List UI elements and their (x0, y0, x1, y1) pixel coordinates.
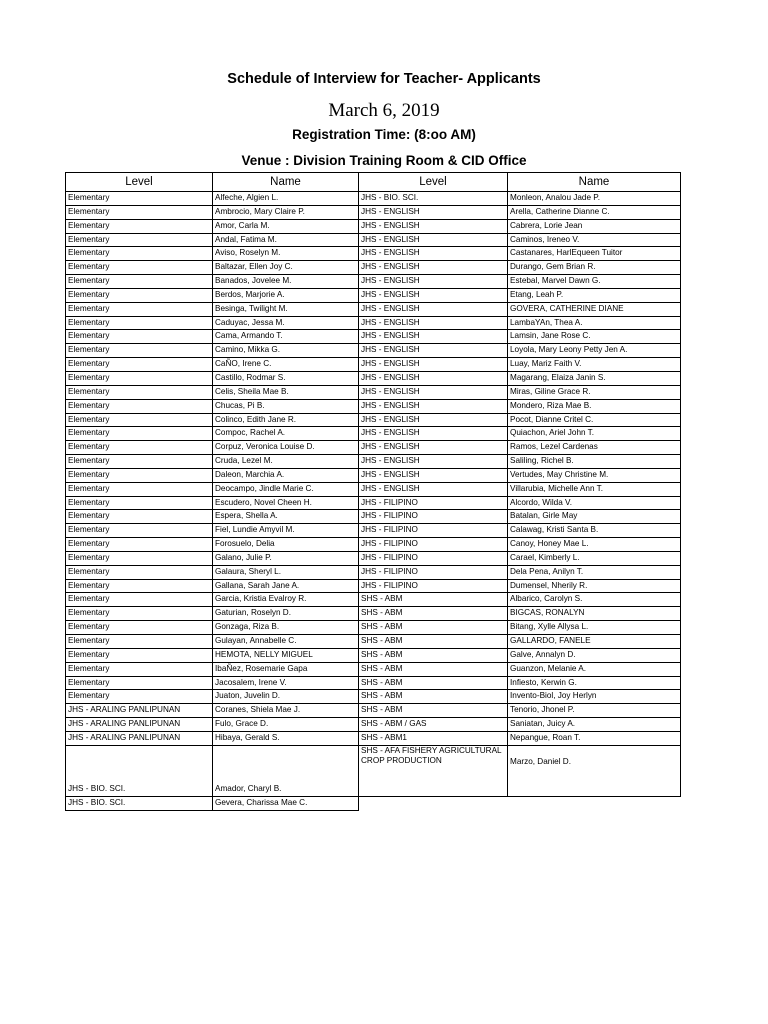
level-cell: Elementary (66, 233, 213, 247)
level-cell: JHS - ENGLISH (359, 427, 508, 441)
table-row (66, 330, 681, 344)
level-cell: JHS - FILIPINO (359, 524, 508, 538)
name-cell: Galaura, Sheryl L. (213, 565, 359, 579)
name-cell: Arella, Catherine Dianne C. (508, 205, 681, 219)
name-cell: Garcia, Kristia Evalroy R. (213, 593, 359, 607)
name-cell: Alcordo, Wilda V. (508, 496, 681, 510)
name-cell: Andal, Fatima M. (213, 233, 359, 247)
name-cell: Carael, Kimberly L. (508, 551, 681, 565)
name-cell: Fulo, Grace D. (213, 718, 359, 732)
level-cell: Elementary (66, 455, 213, 469)
level-cell: JHS - ENGLISH (359, 275, 508, 289)
name-cell: Amador, Charyl B. (213, 745, 359, 796)
name-cell: Monleon, Analou Jade P. (508, 192, 681, 206)
level-cell: Elementary (66, 441, 213, 455)
level-cell: JHS - ENGLISH (359, 455, 508, 469)
name-cell: Banados, Jovelee M. (213, 275, 359, 289)
table-row (66, 718, 681, 732)
table-row (66, 704, 681, 718)
name-cell: Berdos, Marjorie A. (213, 288, 359, 302)
name-cell: Amor, Carla M. (213, 219, 359, 233)
level-cell: Elementary (66, 565, 213, 579)
level-cell: JHS - ENGLISH (359, 441, 508, 455)
name-cell: Espera, Shella A. (213, 510, 359, 524)
name-cell: GOVERA, CATHERINE DIANE (508, 302, 681, 316)
name-cell: Compoc, Rachel A. (213, 427, 359, 441)
level-cell: JHS - FILIPINO (359, 565, 508, 579)
name-cell: Durango, Gem Brian R. (508, 261, 681, 275)
empty-cell (508, 796, 681, 810)
name-cell: Forosuelo, Delia (213, 538, 359, 552)
name-cell: Infiesto, Kerwin G. (508, 676, 681, 690)
table-row (66, 745, 681, 796)
name-cell: CaÑO, Irene C. (213, 358, 359, 372)
level-cell: Elementary (66, 344, 213, 358)
table-row (66, 205, 681, 219)
name-cell: Colinco, Edith Jane R. (213, 413, 359, 427)
name-cell: Castanares, HarlEqueen Tuitor (508, 247, 681, 261)
name-cell: Escudero, Novel Cheen H. (213, 496, 359, 510)
name-cell: Hibaya, Gerald S. (213, 731, 359, 745)
level-cell: JHS - BIO. SCI. (66, 796, 213, 810)
level-cell: Elementary (66, 427, 213, 441)
name-cell: Baltazar, Ellen Joy C. (213, 261, 359, 275)
level-cell: SHS - ABM (359, 704, 508, 718)
table-row (66, 635, 681, 649)
table-row (66, 441, 681, 455)
level-cell: JHS - BIO. SCI. (66, 745, 213, 796)
name-cell: Etang, Leah P. (508, 288, 681, 302)
name-cell: Albarico, Carolyn S. (508, 593, 681, 607)
level-cell: JHS - FILIPINO (359, 496, 508, 510)
name-cell: Nepangue, Roan T. (508, 731, 681, 745)
table-row (66, 621, 681, 635)
level-cell: SHS - AFA FISHERY AGRICULTURAL CROP PRODUCTION (359, 745, 508, 796)
table-row (66, 579, 681, 593)
name-cell: Alfeche, Algien L. (213, 192, 359, 206)
level-cell: Elementary (66, 538, 213, 552)
level-cell: SHS - ABM (359, 648, 508, 662)
level-cell: Elementary (66, 288, 213, 302)
name-cell: Bitang, Xylle Allysa L. (508, 621, 681, 635)
level-cell: SHS - ABM / GAS (359, 718, 508, 732)
level-cell: JHS - ENGLISH (359, 468, 508, 482)
level-cell: Elementary (66, 621, 213, 635)
name-cell: Fiel, Lundie Amyvil M. (213, 524, 359, 538)
name-cell: Gaturian, Roselyn D. (213, 607, 359, 621)
table-row (66, 648, 681, 662)
level-cell: Elementary (66, 413, 213, 427)
level-cell: SHS - ABM (359, 607, 508, 621)
level-cell: Elementary (66, 579, 213, 593)
table-row (66, 662, 681, 676)
name-cell: GALLARDO, FANELE (508, 635, 681, 649)
level-cell: JHS - FILIPINO (359, 538, 508, 552)
name-cell: Cabrera, Lorie Jean (508, 219, 681, 233)
name-cell: IbaÑez, Rosemarie Gapa (213, 662, 359, 676)
table-row (66, 731, 681, 745)
level-cell: SHS - ABM (359, 621, 508, 635)
table-row (66, 192, 681, 206)
table-row (66, 496, 681, 510)
table-row (66, 385, 681, 399)
table-row (66, 261, 681, 275)
schedule-table (65, 172, 681, 811)
level-cell: JHS - ENGLISH (359, 233, 508, 247)
level-cell: JHS - FILIPINO (359, 551, 508, 565)
table-row (66, 316, 681, 330)
name-cell: Magarang, Elaiza Janin S. (508, 371, 681, 385)
table-row (66, 233, 681, 247)
level-cell: JHS - ENGLISH (359, 344, 508, 358)
level-cell: Elementary (66, 662, 213, 676)
level-cell: Elementary (66, 219, 213, 233)
level-cell: JHS - ENGLISH (359, 413, 508, 427)
level-cell: Elementary (66, 385, 213, 399)
name-cell: Dumensel, Nherily R. (508, 579, 681, 593)
level-cell: SHS - ABM (359, 662, 508, 676)
table-row (66, 565, 681, 579)
name-cell: Castillo, Rodmar S. (213, 371, 359, 385)
name-cell: Galve, Annalyn D. (508, 648, 681, 662)
name-cell: Coranes, Shiela Mae J. (213, 704, 359, 718)
table-row (66, 219, 681, 233)
table-row (66, 399, 681, 413)
level-cell: JHS - ENGLISH (359, 385, 508, 399)
name-cell: Dela Pena, Anilyn T. (508, 565, 681, 579)
name-cell: Marzo, Daniel D. (508, 745, 681, 796)
level-cell: JHS - ENGLISH (359, 371, 508, 385)
interview-date: March 6, 2019 (328, 100, 440, 121)
level-cell: JHS - ARALING PANLIPUNAN (66, 731, 213, 745)
name-cell: Saliling, Richel B. (508, 455, 681, 469)
name-cell: Ramos, Lezel Cardenas (508, 441, 681, 455)
level-cell: Elementary (66, 607, 213, 621)
column-header-level: Level (359, 173, 508, 192)
column-header-name: Name (508, 173, 681, 192)
name-cell: Batalan, Girle May (508, 510, 681, 524)
level-cell: SHS - ABM (359, 593, 508, 607)
table-row (66, 551, 681, 565)
document-title: Schedule of Interview for Teacher- Applicants (227, 71, 541, 87)
level-cell: JHS - ENGLISH (359, 302, 508, 316)
level-cell: Elementary (66, 648, 213, 662)
level-cell: Elementary (66, 551, 213, 565)
level-cell: JHS - ENGLISH (359, 205, 508, 219)
level-cell: Elementary (66, 482, 213, 496)
name-cell: Luay, Mariz Faith V. (508, 358, 681, 372)
level-cell: Elementary (66, 261, 213, 275)
name-cell: Galano, Julie P. (213, 551, 359, 565)
name-cell: Ambrocio, Mary Claire P. (213, 205, 359, 219)
name-cell: Chucas, Pi B. (213, 399, 359, 413)
name-cell: BIGCAS, RONALYN (508, 607, 681, 621)
name-cell: Calawag, Kristi Santa B. (508, 524, 681, 538)
level-cell: JHS - FILIPINO (359, 510, 508, 524)
level-cell: Elementary (66, 690, 213, 704)
table-header-row (66, 173, 681, 192)
level-cell: JHS - ARALING PANLIPUNAN (66, 704, 213, 718)
name-cell: Gonzaga, Riza B. (213, 621, 359, 635)
level-cell: Elementary (66, 316, 213, 330)
name-cell: Caduyac, Jessa M. (213, 316, 359, 330)
name-cell: Villarubia, Michelle Ann T. (508, 482, 681, 496)
table-row (66, 358, 681, 372)
name-cell: Camino, Mikka G. (213, 344, 359, 358)
name-cell: Pocot, Dianne Critel C. (508, 413, 681, 427)
level-cell: Elementary (66, 371, 213, 385)
table-row (66, 427, 681, 441)
name-cell: Quiachon, Ariel John T. (508, 427, 681, 441)
name-cell: Jacosalem, Irene V. (213, 676, 359, 690)
level-cell: SHS - ABM (359, 635, 508, 649)
name-cell: Gevera, Charissa Mae C. (213, 796, 359, 810)
venue: Venue : Division Training Room & CID Office (241, 153, 527, 168)
level-cell: Elementary (66, 302, 213, 316)
level-cell: JHS - ENGLISH (359, 482, 508, 496)
level-cell: SHS - ABM1 (359, 731, 508, 745)
level-cell: Elementary (66, 510, 213, 524)
level-cell: Elementary (66, 192, 213, 206)
level-cell: Elementary (66, 399, 213, 413)
name-cell: Saniatan, Juicy A. (508, 718, 681, 732)
level-cell: JHS - ENGLISH (359, 247, 508, 261)
table-row (66, 468, 681, 482)
table-row (66, 690, 681, 704)
table-row (66, 371, 681, 385)
column-header-name: Name (213, 173, 359, 192)
name-cell: Aviso, Roselyn M. (213, 247, 359, 261)
name-cell: Guanzon, Melanie A. (508, 662, 681, 676)
level-cell: SHS - ABM (359, 676, 508, 690)
level-cell: Elementary (66, 247, 213, 261)
table-row (66, 288, 681, 302)
level-cell: Elementary (66, 358, 213, 372)
empty-cell (359, 796, 508, 810)
table-row (66, 413, 681, 427)
level-cell: JHS - ENGLISH (359, 288, 508, 302)
table-row (66, 275, 681, 289)
table-row (66, 796, 681, 810)
name-cell: Mondero, Riza Mae B. (508, 399, 681, 413)
level-cell: Elementary (66, 275, 213, 289)
name-cell: LambaYAn, Thea A. (508, 316, 681, 330)
name-cell: Gulayan, Annabelle C. (213, 635, 359, 649)
level-cell: Elementary (66, 468, 213, 482)
table-row (66, 593, 681, 607)
name-cell: Canoy, Honey Mae L. (508, 538, 681, 552)
level-cell: JHS - ENGLISH (359, 219, 508, 233)
level-cell: JHS - ENGLISH (359, 316, 508, 330)
name-cell: Celis, Sheila Mae B. (213, 385, 359, 399)
level-cell: Elementary (66, 524, 213, 538)
table-row (66, 344, 681, 358)
name-cell: Lamsin, Jane Rose C. (508, 330, 681, 344)
table-row (66, 302, 681, 316)
registration-time: Registration Time: (8:oo AM) (292, 127, 476, 142)
table-row (66, 607, 681, 621)
name-cell: Deocampo, Jindle Marie C. (213, 482, 359, 496)
column-header-level: Level (66, 173, 213, 192)
name-cell: Daleon, Marchia A. (213, 468, 359, 482)
table-body (66, 192, 681, 811)
level-cell: JHS - ARALING PANLIPUNAN (66, 718, 213, 732)
level-cell: JHS - BIO. SCI. (359, 192, 508, 206)
level-cell: Elementary (66, 593, 213, 607)
table-row (66, 455, 681, 469)
table-row (66, 538, 681, 552)
name-cell: Juaton, Juvelin D. (213, 690, 359, 704)
name-cell: Vertudes, May Christine M. (508, 468, 681, 482)
level-cell: JHS - FILIPINO (359, 579, 508, 593)
name-cell: Loyola, Mary Leony Petty Jen A. (508, 344, 681, 358)
table-row (66, 676, 681, 690)
level-cell: JHS - ENGLISH (359, 330, 508, 344)
name-cell: Tenorio, Jhonel P. (508, 704, 681, 718)
name-cell: Besinga, Twilight M. (213, 302, 359, 316)
level-cell: SHS - ABM (359, 690, 508, 704)
name-cell: Gallana, Sarah Jane A. (213, 579, 359, 593)
level-cell: Elementary (66, 676, 213, 690)
level-cell: Elementary (66, 330, 213, 344)
name-cell: Miras, Giline Grace R. (508, 385, 681, 399)
level-cell: JHS - ENGLISH (359, 399, 508, 413)
name-cell: Caminos, Ireneo V. (508, 233, 681, 247)
level-cell: Elementary (66, 205, 213, 219)
level-cell: JHS - ENGLISH (359, 358, 508, 372)
level-cell: Elementary (66, 635, 213, 649)
table-row (66, 247, 681, 261)
level-cell: JHS - ENGLISH (359, 261, 508, 275)
name-cell: Invento-Biol, Joy Herlyn (508, 690, 681, 704)
name-cell: HEMOTA, NELLY MIGUEL (213, 648, 359, 662)
table-row (66, 510, 681, 524)
table-row (66, 482, 681, 496)
name-cell: Estebal, Marvel Dawn G. (508, 275, 681, 289)
name-cell: Cama, Armando T. (213, 330, 359, 344)
level-cell: Elementary (66, 496, 213, 510)
name-cell: Corpuz, Veronica Louise D. (213, 441, 359, 455)
name-cell: Cruda, Lezel M. (213, 455, 359, 469)
table-row (66, 524, 681, 538)
